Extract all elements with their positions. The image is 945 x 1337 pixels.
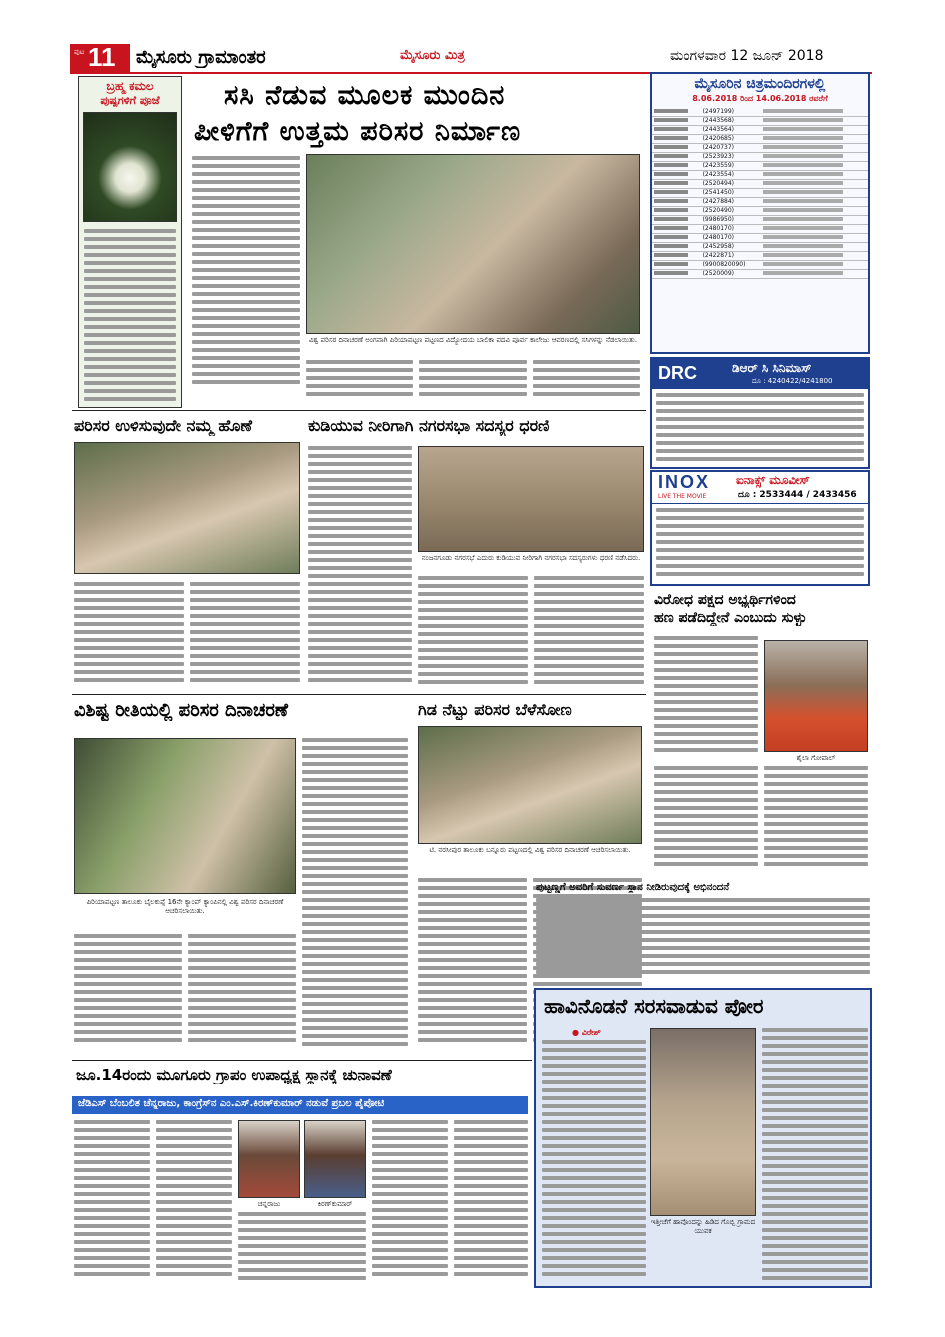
cinema-phone: (2480170) bbox=[701, 234, 761, 243]
election-text-3 bbox=[238, 1212, 366, 1286]
opposition-headline-1: ವಿರೋಧ ಪಕ್ಷದ ಅಭ್ಯರ್ಥಿಗಳಿಂದ bbox=[654, 592, 796, 608]
story-special bbox=[72, 698, 412, 1058]
cinema-date-range: 8.06.2018 ರಿಂದ 14.06.2018 ರವರೆಗೆ bbox=[692, 94, 828, 103]
puttanna-headline: ಪುಟ್ಟಣ್ಣಗೆ ಅವರಿಗೆ ಸುವರ್ಣ ಸ್ಥಾನ ನೀಡಿರುವುದಕ್ಕೆ ಅಭಿನಂದನೆ bbox=[536, 882, 730, 893]
cinema-phone: (9900820090) bbox=[701, 261, 761, 270]
story-snake bbox=[534, 988, 872, 1288]
opposition-headline-2: ಹಣ ಪಡೆದಿದ್ದೇನೆ ಎಂಬುದು ಸುಳ್ಳು bbox=[654, 610, 807, 626]
cinema-row bbox=[652, 261, 868, 270]
cinema-phone: (2423559) bbox=[701, 162, 761, 171]
inox-logo: INOX bbox=[658, 472, 711, 492]
election-text-1 bbox=[74, 1120, 150, 1286]
tree-headline: ಗಿಡ ನೆಟ್ಟು ಪರಿಸರ ಬೆಳೆಸೋಣ bbox=[418, 700, 572, 719]
cinema-row bbox=[652, 135, 868, 144]
main-text-bottom bbox=[306, 360, 640, 404]
election-photo-2 bbox=[304, 1120, 366, 1198]
election-headline: ಜೂ.14ರಂದು ಮೂಗೂರು ಗ್ರಾಪಂ ಉಪಾಧ್ಯಕ್ಷ ಸ್ಥಾನಕ್ಕೆ ಚುನಾವಣೆ bbox=[76, 1066, 392, 1084]
puttanna-text bbox=[536, 898, 870, 980]
environment-photo bbox=[74, 442, 300, 574]
cinema-phone: (2422871) bbox=[701, 252, 761, 261]
cinema-row bbox=[652, 162, 868, 171]
brahma-title-2: ಪುಷ್ಪಗಳಿಗೆ ಪೂಜೆ bbox=[100, 94, 160, 107]
cinema-phone: (2420737) bbox=[701, 144, 761, 153]
tree-photo bbox=[418, 726, 642, 844]
story-election bbox=[72, 1062, 532, 1290]
rule-row4 bbox=[72, 1060, 532, 1061]
paper-name: ಮೈಸೂರು ಮಿತ್ರ bbox=[400, 48, 465, 63]
cinema-phone: (2523923) bbox=[701, 153, 761, 162]
cinema-row bbox=[652, 144, 868, 153]
snake-text-right bbox=[762, 1028, 868, 1284]
cinema-phone: (2443568) bbox=[701, 117, 761, 126]
cinema-phone: (2520490) bbox=[701, 207, 761, 216]
cinema-title: ಮೈಸೂರಿನ ಚಿತ್ರಮಂದಿರಗಳಲ್ಲಿ bbox=[694, 76, 826, 92]
inox-movies-box bbox=[650, 470, 870, 586]
story-puttanna bbox=[534, 880, 872, 984]
election-photo-1-caption: ಚನ್ನರಾಜು bbox=[257, 1200, 281, 1208]
brahma-title-1: ಬ್ರಹ್ಮ ಕಮಲ bbox=[106, 79, 154, 93]
cinema-row bbox=[652, 189, 868, 198]
story-environment bbox=[72, 414, 304, 692]
cinema-row bbox=[652, 153, 868, 162]
cinema-row bbox=[652, 198, 868, 207]
brahma-text bbox=[79, 226, 181, 406]
water-caption: ನಂಜನಗೂಡು ನಗರಸಭೆ ಎದುರು ಕುಡಿಯುವ ನೀರಿಗಾಗಿ ನಗರಸಭಾ ಸದಸ್ಯರುಗಳು ಧರಣಿ ನಡೆಸಿದರು. bbox=[421, 554, 641, 562]
inox-tagline: LIVE THE MOVIE bbox=[658, 493, 707, 500]
page-number-badge bbox=[70, 44, 130, 72]
cinema-row bbox=[652, 207, 868, 216]
special-text-bottom bbox=[74, 934, 296, 1050]
drc-showtimes bbox=[656, 393, 864, 467]
snake-byline: ● ವಿರೇಶ್ bbox=[572, 1028, 601, 1037]
cinema-listings-box bbox=[650, 72, 870, 354]
story-main bbox=[188, 76, 644, 406]
special-photo bbox=[74, 738, 296, 894]
cinema-phone: (9986950) bbox=[701, 216, 761, 225]
cinema-row bbox=[652, 270, 868, 279]
opposition-photo bbox=[764, 640, 868, 752]
election-photo-1 bbox=[238, 1120, 300, 1198]
cinema-row bbox=[652, 171, 868, 180]
masthead bbox=[70, 44, 872, 74]
drc-header bbox=[652, 359, 868, 389]
page-label: ಪುಟ bbox=[74, 48, 85, 56]
environment-headline: ಪರಿಸರ ಉಳಿಸುವುದೇ ನಮ್ಮ ಹೊಣೆ bbox=[74, 416, 252, 435]
cinema-row bbox=[652, 234, 868, 243]
drc-cinemas-box bbox=[650, 357, 870, 469]
rule-row3 bbox=[72, 694, 646, 695]
section-title: ಮೈಸೂರು ಗ್ರಾಮಾಂತರ bbox=[136, 47, 266, 68]
opposition-text-bottom bbox=[654, 766, 868, 874]
inox-title: ಐನಾಕ್ಸ್ ಮೂವೀಸ್ bbox=[736, 473, 810, 487]
brahma-kamala-photo bbox=[83, 112, 177, 222]
cinema-phone: (2480170) bbox=[701, 225, 761, 234]
cinema-table bbox=[652, 108, 868, 279]
special-headline: ವಿಶಿಷ್ಟ ರೀತಿಯಲ್ಲಿ ಪರಿಸರ ದಿನಾಚರಣೆ bbox=[74, 700, 288, 721]
cinema-row bbox=[652, 243, 868, 252]
water-headline: ಕುಡಿಯುವ ನೀರಿಗಾಗಿ ನಗರಸಭಾ ಸದಸ್ಯರ ಧರಣಿ bbox=[308, 416, 550, 435]
snake-caption: ಇತ್ತೀಚೆಗೆ ಹಾವೊಂದನ್ನು ಹಿಡಿದ ಗೊಬ್ಬಿ ಗ್ರಾಮದ ಯುವಕ bbox=[650, 1218, 756, 1235]
cinema-row bbox=[652, 126, 868, 135]
water-photo bbox=[418, 446, 644, 552]
cinema-phone: (2423554) bbox=[701, 171, 761, 180]
election-photo-2-caption: ಕಿರಣ್‌ಕುಮಾರ್ bbox=[317, 1200, 353, 1208]
cinema-row bbox=[652, 216, 868, 225]
page-number: 11 bbox=[88, 42, 116, 72]
cinema-phone: (2443564) bbox=[701, 126, 761, 135]
rule-row2 bbox=[72, 410, 646, 411]
cinema-phone: (2427884) bbox=[701, 198, 761, 207]
date: ಮಂಗಳವಾರ 12 ಜೂನ್ 2018 bbox=[670, 48, 824, 64]
cinema-row bbox=[652, 252, 868, 261]
opposition-photo-caption: ಶೈಲಾ ಗೋಪಾಲ್ bbox=[796, 754, 836, 762]
drc-logo: DRC bbox=[658, 363, 697, 383]
election-text-5 bbox=[454, 1120, 528, 1286]
special-text-right bbox=[302, 738, 408, 1050]
cinema-phone: (2520009) bbox=[701, 270, 761, 279]
snake-text-left bbox=[542, 1040, 646, 1284]
inox-header bbox=[652, 472, 868, 504]
story-brahma-kamala bbox=[78, 76, 182, 408]
cinema-phone: (2497199) bbox=[701, 108, 761, 117]
cinema-row bbox=[652, 117, 868, 126]
story-water-strike bbox=[306, 414, 646, 692]
main-headline-1: ಸಸಿ ನೆಡುವ ಮೂಲಕ ಮುಂದಿನ bbox=[224, 80, 506, 111]
cinema-phone: (2520494) bbox=[701, 180, 761, 189]
water-text-left bbox=[308, 446, 412, 688]
snake-photo bbox=[650, 1028, 756, 1216]
tree-caption: ಟಿ. ನರಸೀಪುರ ತಾಲೂಕು ಬನ್ನೂರು ಪಟ್ಟಣದಲ್ಲಿ ವಿಶ್ವ ಪರಿಸರ ದಿನಾಚರಣೆ ಆಚರಿಸಲಾಯಿತು. bbox=[429, 846, 631, 854]
cinema-phone: (2452958) bbox=[701, 243, 761, 252]
cinema-phone: (2420685) bbox=[701, 135, 761, 144]
election-subhead: ಜೆಡಿಎಸ್ ಬೆಂಬಲಿತ ಚೆನ್ನರಾಜು, ಕಾಂಗ್ರೆಸ್‌ನ ಎಂ.ಎಸ್.ಕಿರಣ್‌ಕುಮಾರ್ ನಡುವೆ ಪ್ರಬಲ ಪೈಪೋಟಿ bbox=[78, 1098, 385, 1109]
cinema-row bbox=[652, 108, 868, 117]
drc-phone: ದೂ : 4240422/4241800 bbox=[752, 377, 833, 385]
main-photo bbox=[306, 154, 640, 334]
cinema-row bbox=[652, 180, 868, 189]
cinema-phone: (2541450) bbox=[701, 189, 761, 198]
inox-showtimes bbox=[656, 508, 864, 584]
drc-title: ಡಿಆರ್ ಸಿ ಸಿನಿಮಾಸ್ bbox=[732, 361, 812, 375]
water-text-right bbox=[418, 576, 644, 688]
snake-headline: ಹಾವಿನೊಡನೆ ಸರಸವಾಡುವ ಪೋರ bbox=[544, 994, 764, 1018]
opposition-text-top bbox=[654, 636, 758, 756]
main-caption: ವಿಶ್ವ ಪರಿಸರ ದಿನಾಚರಣೆ ಅಂಗವಾಗಿ ಪಿರಿಯಾಪಟ್ಟಣ ಪಟ್ಟಣದ ವಿದ್ಯೋದಯ ಬಾಲಿಕಾ ಪದವಿ ಪೂರ್ವ ಕಾಲೇಜು ಆವರಣದಲ್ಲಿ ಸಸಿಗಳನ್ನು ನೆಡಲಾಯಿತು. bbox=[308, 336, 638, 344]
special-caption: ಪಿರಿಯಾಪಟ್ಟಣ ತಾಲೂಕು ಬೈಲಕುಪ್ಪೆ 16ನೇ ಕ್ಯಾಂಪ್ ಕ್ಯಾಂಪಿನಲ್ಲಿ ವಿಶ್ವ ಪರಿಸರ ದಿನಾಚರಣೆ ಆಚರಿಸಲಾಯಿತು. bbox=[86, 898, 284, 915]
inox-phone: ದೂ : 2533444 / 2433456 bbox=[738, 490, 857, 500]
environment-text bbox=[74, 582, 300, 688]
election-subhead-band bbox=[72, 1096, 528, 1114]
election-text-4 bbox=[372, 1120, 448, 1286]
election-text-2 bbox=[156, 1120, 232, 1286]
main-text-left bbox=[192, 156, 300, 396]
cinema-row bbox=[652, 225, 868, 234]
story-opposition bbox=[650, 590, 872, 878]
main-headline-2: ಪೀಳಿಗೆಗೆ ಉತ್ತಮ ಪರಿಸರ ನಿರ್ಮಾಣ bbox=[194, 116, 522, 147]
